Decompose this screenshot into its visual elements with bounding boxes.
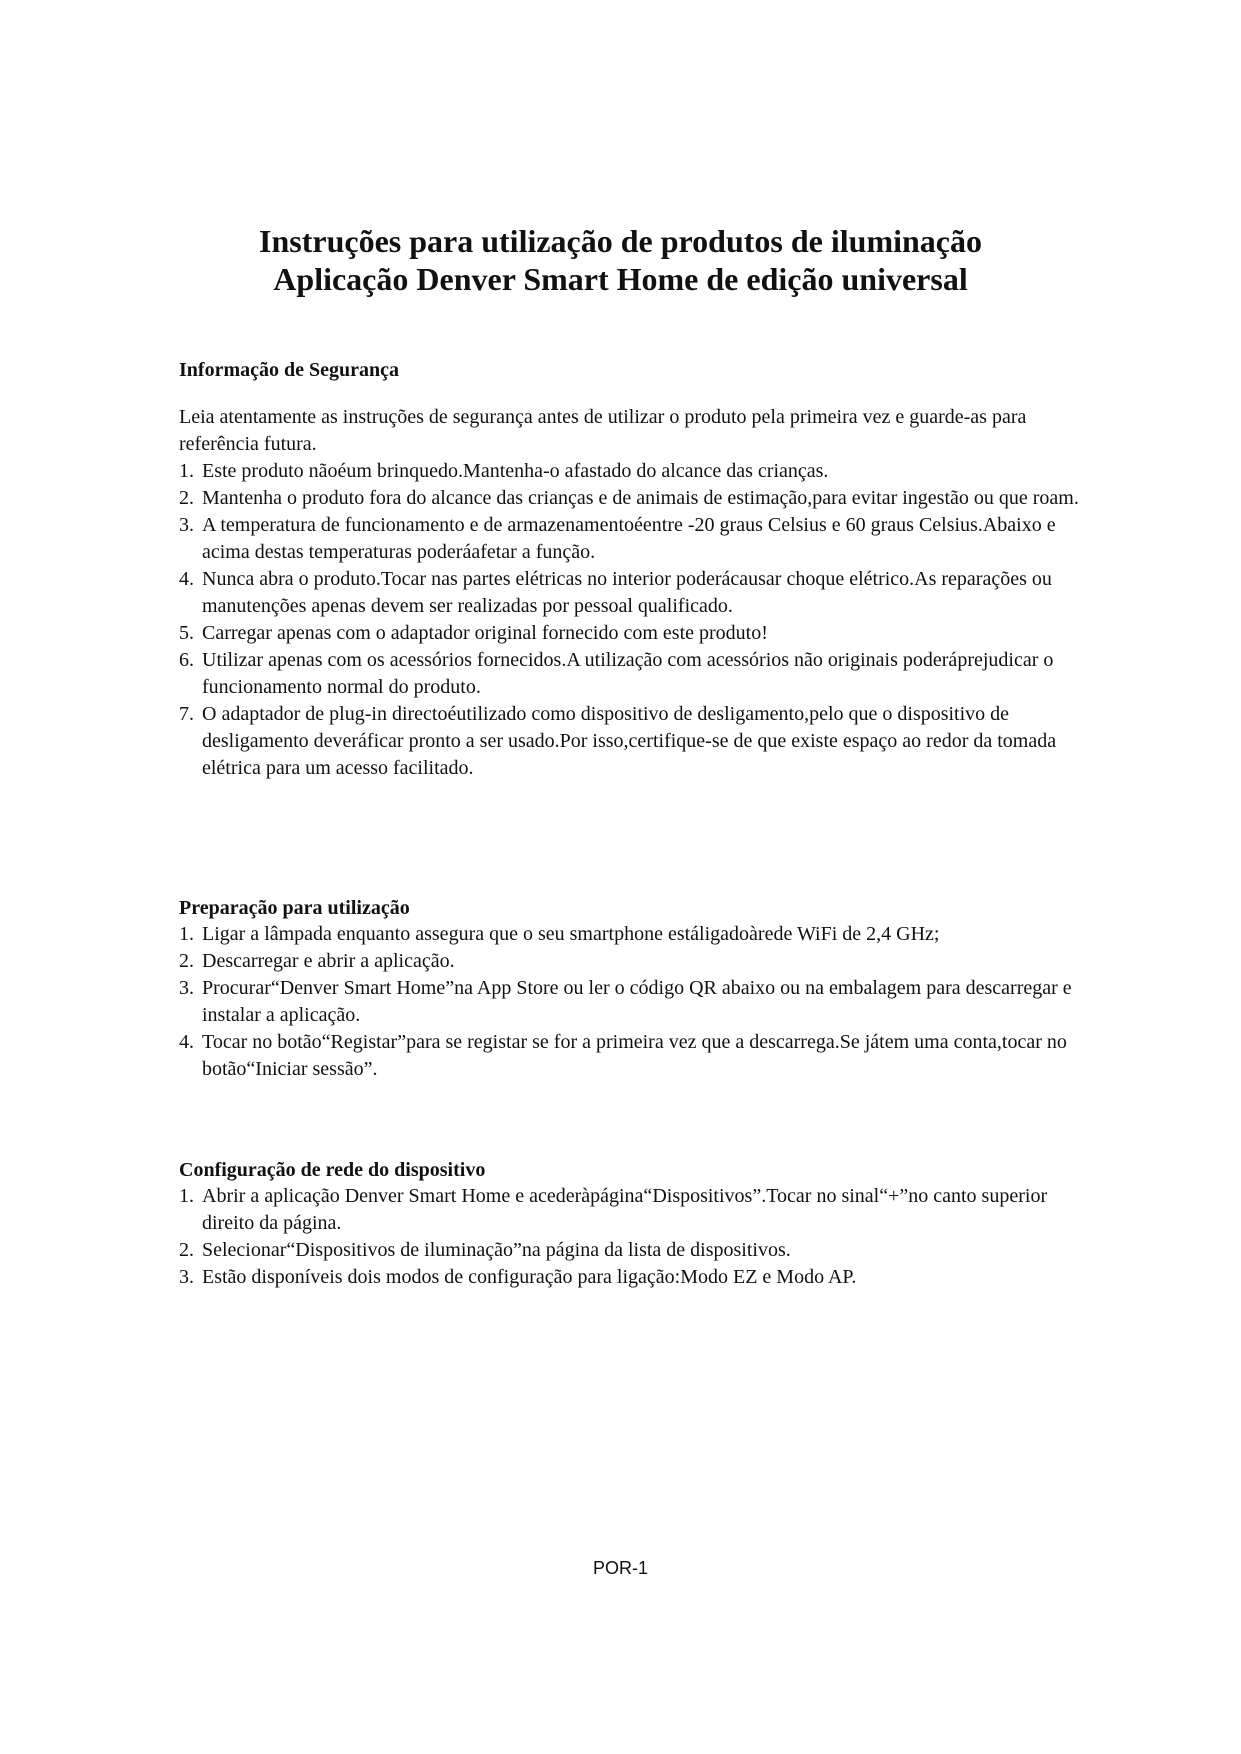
network-heading: Configuração de rede do dispositivo [179,1159,486,1181]
list-item: 5. Carregar apenas com o adaptador original fornecido com este produto! [179,622,768,644]
preparation-heading: Preparação para utilização [179,897,410,919]
list-item: 7. O adaptador de plug-in directoéutilizado como dispositivo de desligamento,pelo que o dispositivo de desligamento deveráficar pronto a ser usado.Por isso,certifique-se de que existe espaço ao redor da tomada elétrica para um acesso facilitado. [179,703,1057,779]
list-item: 1. Ligar a lâmpada enquanto assegura que o seu smartphone estáligadoàrede WiFi de 2,4 GHz; [179,923,940,945]
list-item: 1. Abrir a aplicação Denver Smart Home e acederàpágina“Dispositivos”.Tocar no sinal“+”no canto superior direito da página. [179,1185,1048,1234]
list-item: 6. Utilizar apenas com os acessórios fornecidos.A utilização com acessórios não originais poderáprejudicar o funcionamento normal do produto. [179,649,1054,698]
safety-heading: Informação de Segurança [179,359,399,381]
list-item: 2. Descarregar e abrir a aplicação. [179,950,455,972]
preparation-list [179,921,1079,1083]
network-list [179,1183,1079,1291]
list-item: 3. Procurar“Denver Smart Home”na App Store ou ler o código QR abaixo ou na embalagem para descarregar e instalar a aplicação. [179,977,1072,1026]
title-line-1: Instruções para utilização de produtos de iluminação [259,223,982,259]
page-number: POR-1 [592,1558,648,1578]
list-item: 3. Estão disponíveis dois modos de configuração para ligação:Modo EZ e Modo AP. [179,1266,857,1288]
list-item: 4. Nunca abra o produto.Tocar nas partes elétricas no interior poderácausar choque elétrico.As reparações ou manutenções apenas devem ser realizadas por pessoal qualificado. [179,568,1052,617]
safety-intro: Leia atentamente as instruções de segurança antes de utilizar o produto pela primeira vez e guarde-as para referência futura. [179,406,1027,455]
preparation-section [179,895,1079,1083]
safety-list [179,458,1079,782]
title-line-2: Aplicação Denver Smart Home de edição universal [273,261,968,297]
list-item: 4. Tocar no botão“Registar”para se registar se for a primeira vez que a descarrega.Se játem uma conta,tocar no botão“Iniciar sessão”. [179,1031,1067,1080]
safety-section [179,357,1079,782]
document-title [0,222,1241,298]
list-item: 2. Mantenha o produto fora do alcance das crianças e de animais de estimação,para evitar ingestão ou que roam. [179,487,1079,509]
list-item: 1. Este produto nãoéum brinquedo.Mantenha-o afastado do alcance das crianças. [179,460,829,482]
list-item: 3. A temperatura de funcionamento e de armazenamentoéentre -20 graus Celsius e 60 graus Celsius.Abaixo e acima destas temperaturas poderáafetar a função. [179,514,1056,563]
list-item: 2. Selecionar“Dispositivos de iluminação”na página da lista de dispositivos. [179,1239,791,1261]
network-section [179,1157,1079,1291]
